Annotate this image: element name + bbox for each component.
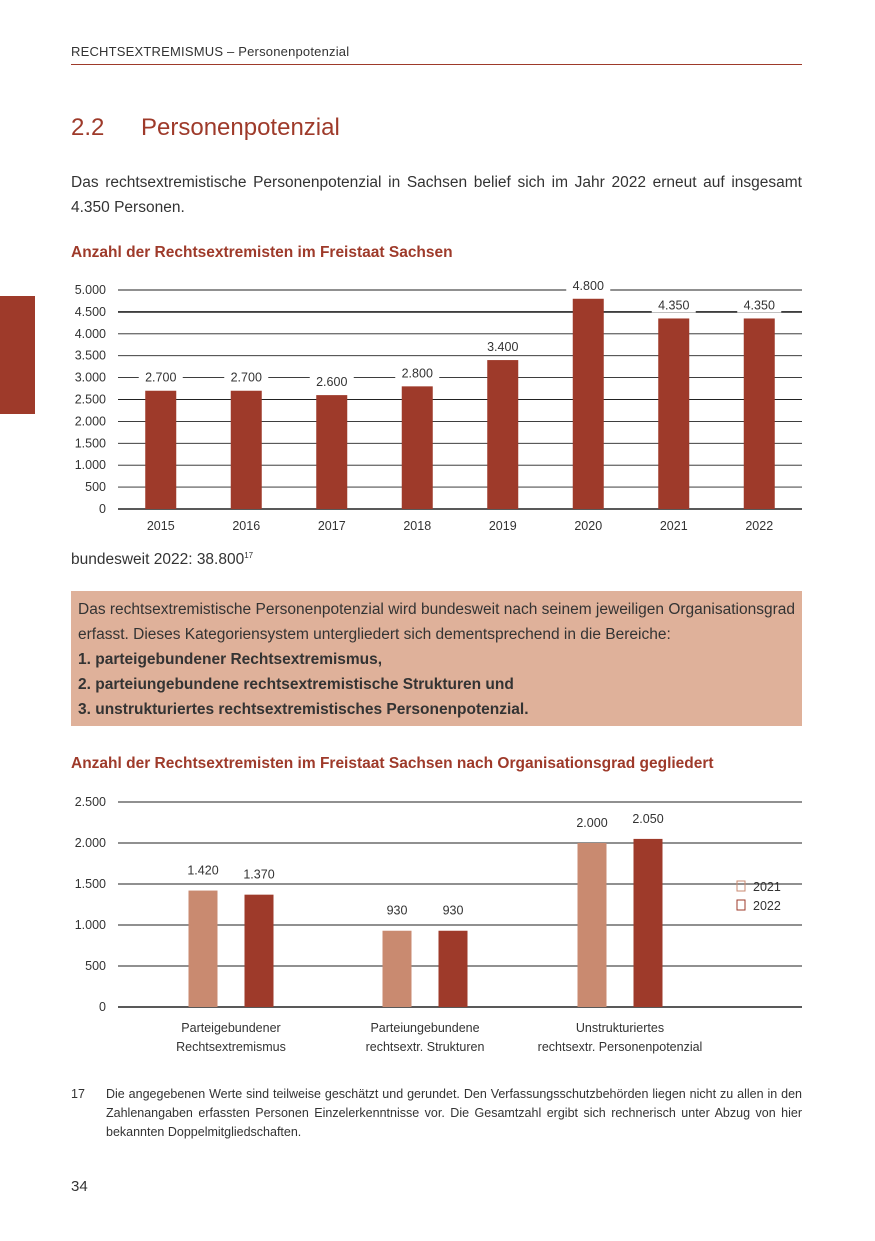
legend-label: 2021: [753, 880, 781, 894]
x-category-label: Parteiungebundene: [370, 1021, 480, 1035]
section-title: [71, 114, 340, 142]
legend-swatch: [737, 900, 745, 910]
x-category-label: Parteigebundener: [181, 1021, 281, 1035]
x-tick-label: 2022: [745, 519, 774, 533]
value-label: 2.700: [230, 370, 262, 385]
x-tick-label: 2021: [659, 519, 688, 533]
bar: [439, 931, 468, 1007]
bar: [189, 891, 218, 1007]
y-tick-label: 4.500: [74, 304, 106, 319]
x-tick-label: 2018: [403, 519, 432, 533]
value-label: 2.050: [632, 811, 664, 826]
bar: [658, 318, 689, 509]
bundesweit-note: [71, 551, 253, 569]
y-tick-label: 1.500: [74, 877, 106, 891]
y-tick-label: 2.500: [74, 795, 106, 809]
y-tick-label: 3.500: [74, 348, 106, 363]
y-tick-label: 500: [85, 480, 106, 495]
bar: [578, 843, 607, 1007]
bar: [316, 395, 347, 509]
y-tick-label: 5.000: [74, 283, 106, 297]
value-label: 3.400: [487, 340, 519, 355]
info-box-text: Das rechtsextremistische Personenpotenzial wird bundesweit nach seinem jeweiligen Organisationsgrad erfasst. Dieses Kategoriensystem untergliedert sich dementsprechend in die Bereiche:: [78, 601, 795, 643]
info-box: [71, 591, 802, 726]
chart-by-organisation: [0, 785, 875, 1065]
y-tick-label: 0: [99, 502, 106, 516]
x-tick-label: 2019: [488, 519, 517, 533]
footnote-ref: 17: [244, 551, 254, 560]
section-title-text: Personenpotenzial: [141, 114, 340, 141]
running-head: RECHTSEXTREMISMUS – Personenpotenzial: [71, 44, 802, 65]
x-tick-label: 2017: [317, 519, 346, 533]
legend-swatch: [737, 881, 745, 891]
bar: [402, 386, 433, 509]
info-box-item: 2. parteiungebundene rechtsextremistische Strukturen und: [78, 676, 514, 693]
value-label: 2.800: [401, 366, 433, 381]
value-label: 1.420: [187, 863, 219, 878]
x-tick-label: 2016: [232, 519, 261, 533]
value-label: 1.370: [243, 867, 275, 882]
footnote-text: Die angegebenen Werte sind teilweise geschätzt und gerundet. Den Verfassungsschutzbehörden liegen nicht zu allen in den Zahlenangaben erfassten Personen Einzelerkenntnisse vor. Die Gesamtzahl ergibt sich rechnerisch unter Abzug von hier bekannten Doppelmitgliedschaften.: [106, 1087, 802, 1139]
bar: [634, 839, 663, 1007]
chart1-heading: Anzahl der Rechtsextremisten im Freistaat Sachsen: [71, 244, 453, 261]
value-label: 930: [386, 903, 408, 918]
y-tick-label: 3.000: [74, 370, 106, 385]
bundesweit-text: bundesweit 2022: 38.800: [71, 551, 245, 569]
value-label: 2.600: [316, 375, 348, 390]
value-label: 4.350: [743, 298, 775, 313]
page-number: 34: [71, 1178, 88, 1195]
footnote: [71, 1085, 802, 1142]
chart-annual-total: [0, 270, 875, 540]
chart2-heading: Anzahl der Rechtsextremisten im Freistaat Sachsen nach Organisationsgrad gegliedert: [71, 755, 714, 772]
bar: [245, 895, 274, 1007]
x-tick-label: 2015: [146, 519, 175, 533]
x-category-label: Unstrukturiertes: [575, 1021, 665, 1035]
y-tick-label: 1.000: [74, 918, 106, 932]
info-box-item: 1. parteigebundener Rechtsextremismus,: [78, 651, 383, 668]
y-tick-label: 2.000: [74, 836, 106, 850]
y-tick-label: 1.500: [74, 436, 106, 451]
x-category-label: Rechtsextremismus: [176, 1040, 286, 1054]
value-label: 2.700: [145, 370, 177, 385]
y-tick-label: 2.000: [74, 414, 106, 429]
value-label: 4.350: [658, 298, 690, 313]
x-tick-label: 2020: [574, 519, 603, 533]
footnote-number: 17: [71, 1087, 85, 1101]
y-tick-label: 500: [85, 959, 106, 973]
y-tick-label: 4.000: [74, 326, 106, 341]
bar: [487, 360, 518, 509]
x-category-label: rechtsextr. Personenpotenzial: [537, 1040, 703, 1054]
bar: [383, 931, 412, 1007]
bar: [573, 299, 604, 509]
y-tick-label: 2.500: [74, 392, 106, 407]
intro-paragraph: Das rechtsextremistische Personenpotenzial in Sachsen belief sich im Jahr 2022 erneut auf insgesamt 4.350 Personen.: [71, 174, 802, 216]
info-box-item: 3. unstrukturiertes rechtsextremistisches Personenpotenzial.: [78, 701, 529, 718]
bar: [231, 391, 262, 509]
bar: [744, 318, 775, 509]
y-tick-label: 1.000: [74, 458, 106, 473]
value-label: 930: [442, 903, 464, 918]
value-label: 4.800: [572, 278, 604, 293]
section-number: 2.2: [71, 114, 105, 141]
y-tick-label: 0: [99, 1000, 106, 1014]
value-label: 2.000: [576, 816, 608, 830]
x-category-label: rechtsextr. Strukturen: [365, 1040, 485, 1054]
bar: [145, 391, 176, 509]
legend-label: 2022: [753, 899, 781, 913]
